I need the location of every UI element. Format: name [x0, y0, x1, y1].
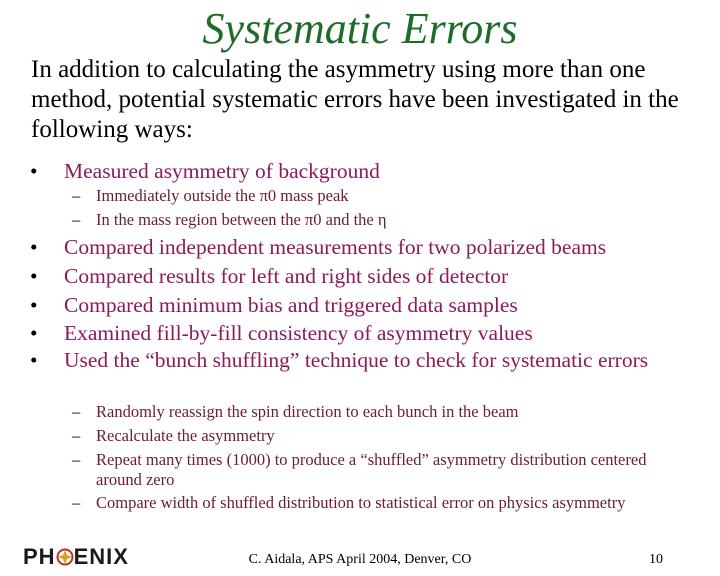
- intro-paragraph: In addition to calculating the asymmetry using more than one method, potential systematic errors have been investigated in the following ways:: [31, 56, 679, 143]
- dash-marker: –: [72, 402, 81, 421]
- bullet-text: Examined fill-by-fill consistency of asymmetry values: [64, 321, 533, 345]
- bullet-marker: •: [30, 159, 38, 183]
- dash-marker: –: [72, 210, 81, 229]
- bullet-text: Compared minimum bias and triggered data samples: [64, 293, 518, 317]
- slide-title: Systematic Errors: [202, 4, 518, 53]
- sub-bullet-text: Immediately outside the π0 mass peak: [96, 186, 349, 205]
- sub-bullet-text: Randomly reassign the spin direction to each bunch in the beam: [96, 402, 519, 421]
- bullet-marker: •: [30, 348, 38, 372]
- bullet-marker: •: [30, 235, 38, 259]
- bullet-marker: •: [30, 321, 38, 345]
- bullet-text: Used the “bunch shuffling” technique to check for systematic errors: [64, 348, 649, 372]
- bullet-text: Compared independent measurements for two polarized beams: [64, 235, 607, 259]
- logo-text-right: ENIX: [73, 544, 129, 569]
- slide-footer: [0, 544, 720, 572]
- dash-marker: –: [72, 493, 81, 512]
- dash-marker: –: [72, 426, 81, 445]
- bullet-marker: •: [30, 293, 38, 317]
- logo-text-left: PH: [23, 544, 56, 569]
- sub-bullet-text: Recalculate the asymmetry: [96, 426, 275, 445]
- bullet-text: Compared results for left and right sides of detector: [64, 264, 509, 288]
- bullet-marker: •: [30, 264, 38, 288]
- footer-citation: C. Aidala, APS April 2004, Denver, CO: [248, 552, 472, 567]
- dash-marker: –: [72, 450, 81, 469]
- sub-bullet-text: In the mass region between the π0 and the η: [96, 210, 387, 229]
- sub-bullet-text: Repeat many times (1000) to produce a “shuffled” asymmetry distribution centered around zero: [96, 450, 647, 489]
- dash-marker: –: [72, 186, 81, 205]
- sub-bullet-text: Compare width of shuffled distribution to statistical error on physics asymmetry: [96, 493, 626, 512]
- page-number: 10: [649, 552, 663, 567]
- bullet-text: Measured asymmetry of background: [64, 159, 380, 183]
